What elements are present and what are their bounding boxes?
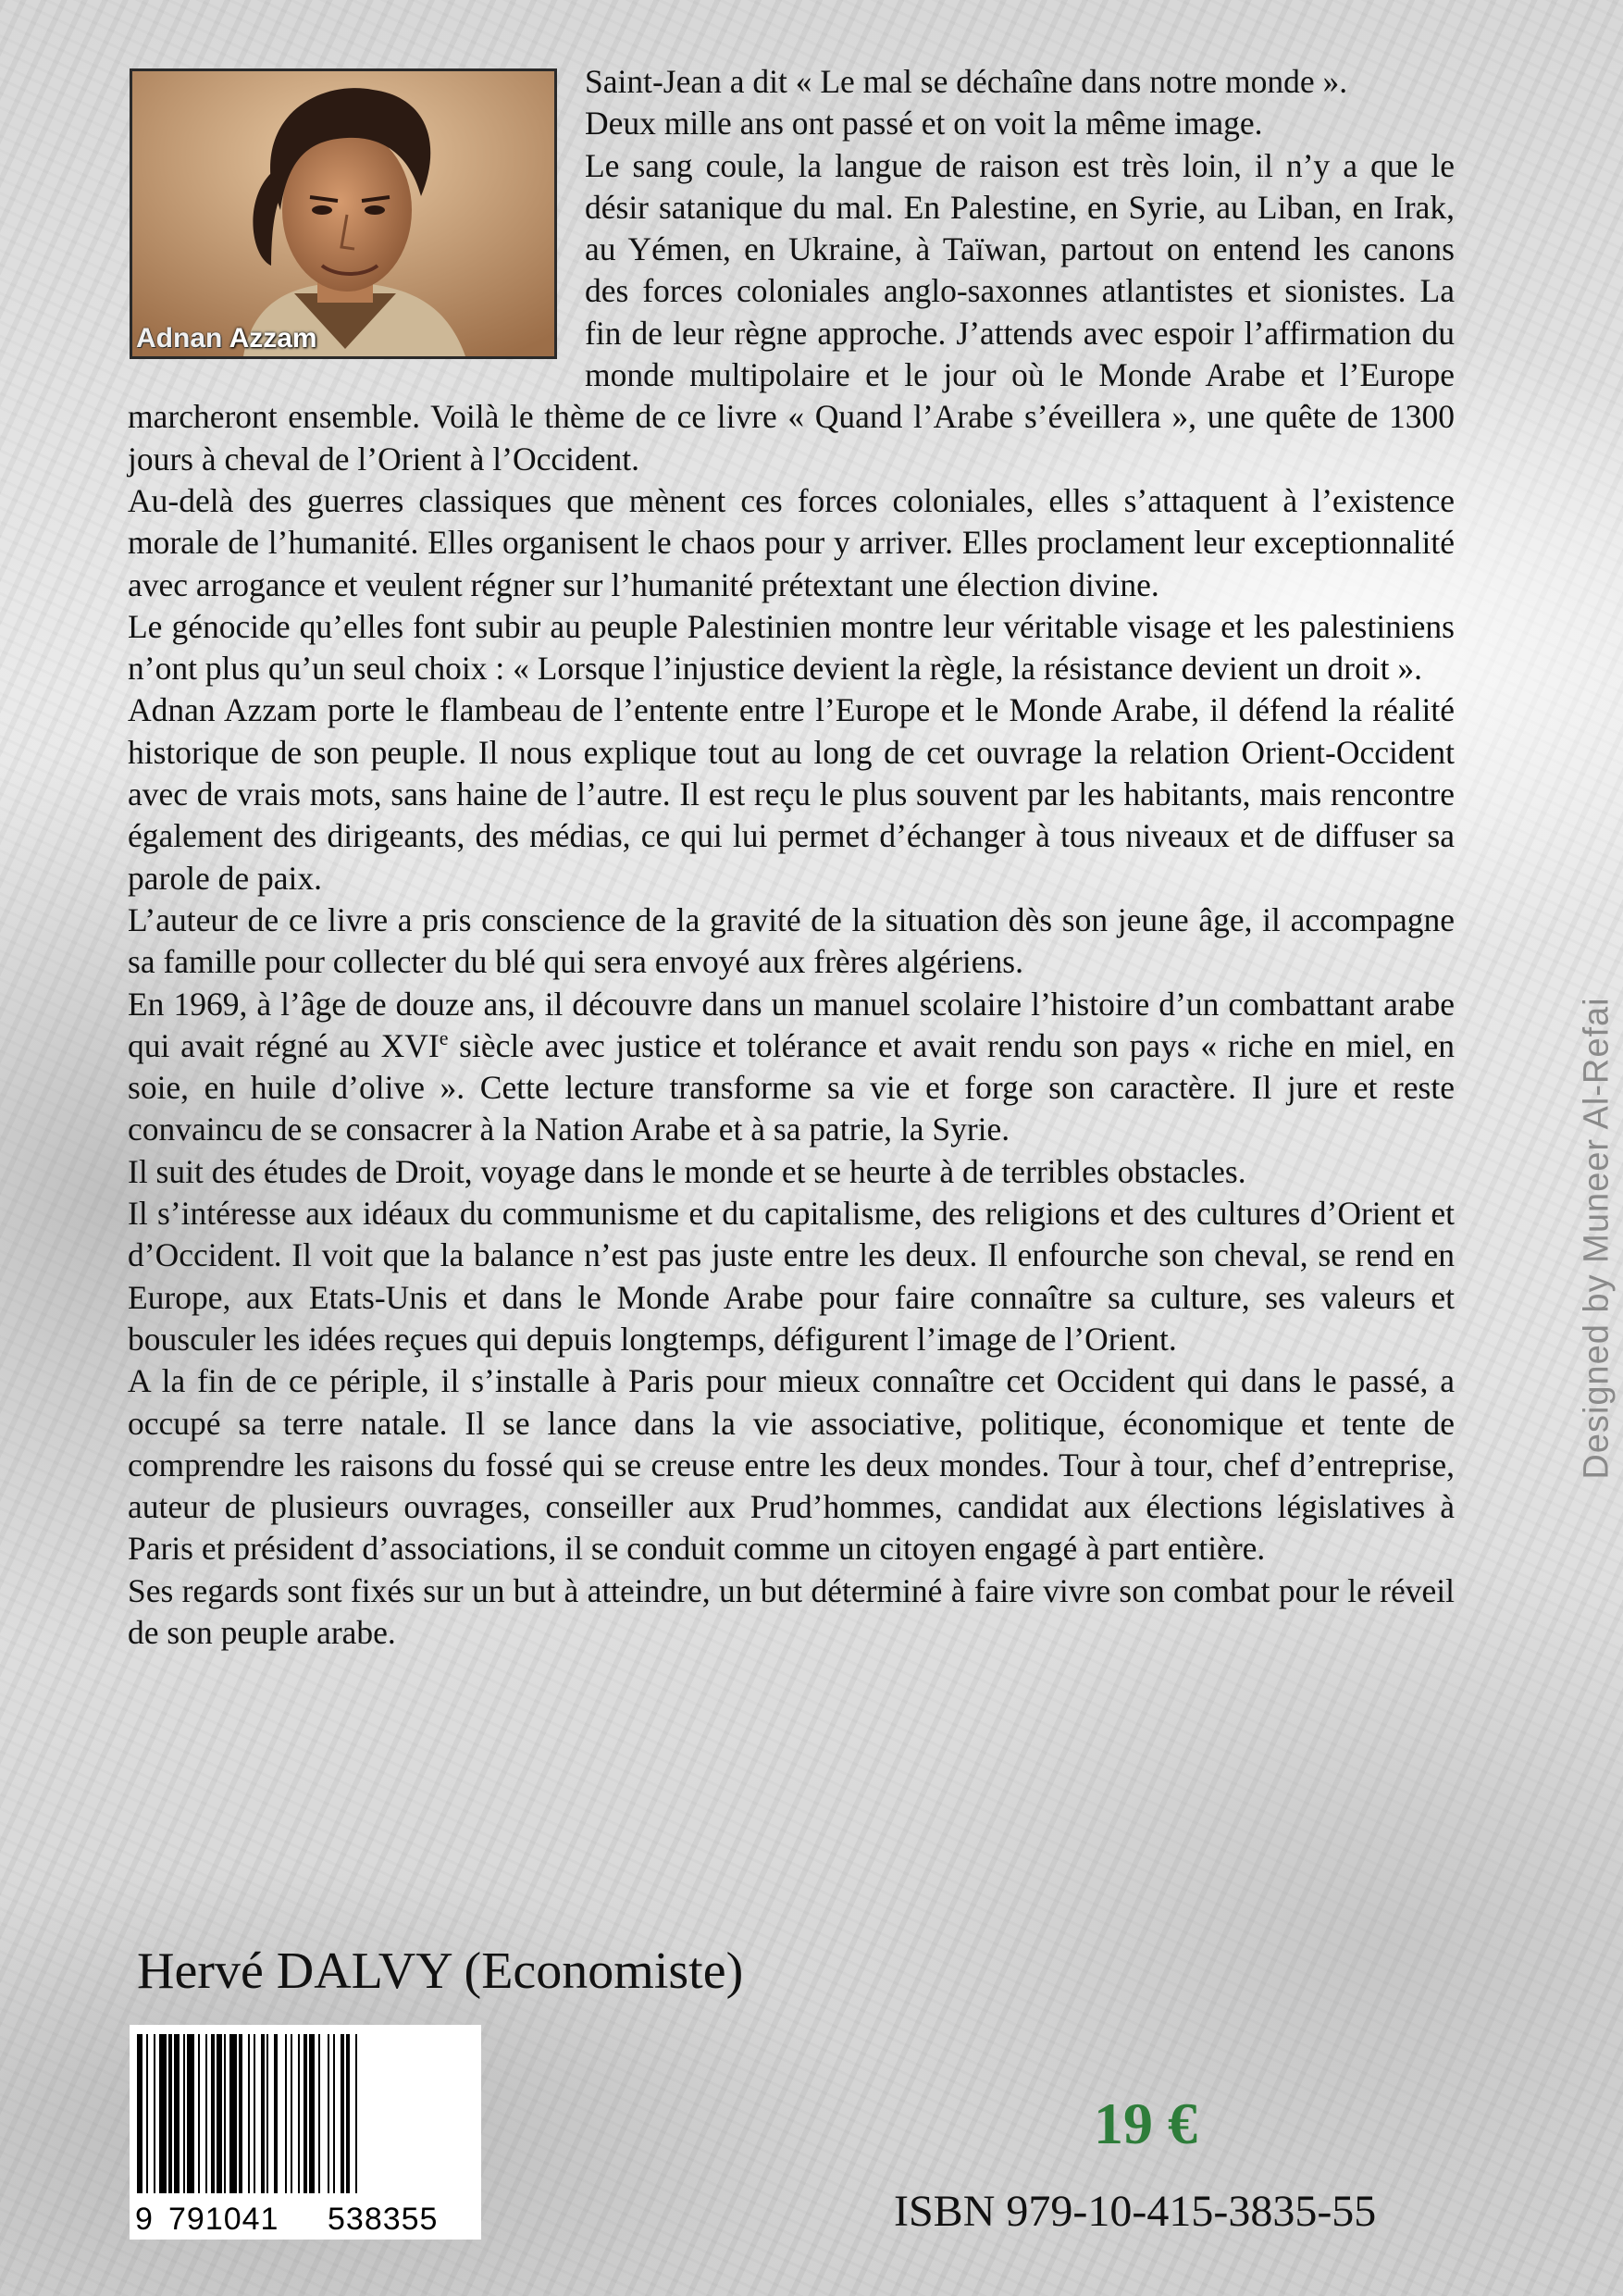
barcode-digits-left: 791041 (168, 2202, 279, 2237)
barcode-bar (309, 2034, 315, 2193)
barcode-bar (146, 2034, 148, 2193)
paragraph: Deux mille ans ont passé et on voit la même image. (585, 105, 1263, 143)
barcode-bar (168, 2034, 172, 2193)
barcode-bar (291, 2034, 292, 2193)
barcode-bar (229, 2034, 237, 2193)
barcode-bar (355, 2034, 357, 2193)
signature: Hervé DALVY (Economiste) (137, 1942, 744, 2000)
photo-caption-last-name: Azzam (229, 323, 317, 354)
paragraph: Le sang coule, la langue de raison est très loin, il n’y a que le désir satanique du mal. En Palestine, en Syrie, au Liban, en Irak, au Yémen, en Ukraine, à Taïwan, partout on entend les canons des forces coloniales anglo-saxonnes atlantistes et sionistes. La fin de leur règne approche. J’attends avec espoir l’affirmation du monde multipolaire et le jour où le Monde Arabe et l’Europe marcheront ensemble. Voilà le thème de ce livre « Quand l’Arabe s’éveillera », une quête de 1300 jours à cheval de l’Orient à l’Occident. (128, 146, 1455, 478)
barcode-bar (318, 2034, 320, 2193)
barcode-bar (211, 2034, 215, 2193)
barcode-bar (187, 2034, 194, 2193)
barcode-bar (224, 2034, 226, 2193)
paragraph-1969 (128, 984, 1455, 1151)
isbn: ISBN 979-10-415-3835-55 (894, 2187, 1377, 2236)
barcode-bar (254, 2034, 255, 2193)
paragraph-1969-start: En 1969, à l’âge de douze ans, il découvre dans un manuel scolaire l’histoire d’un combattant arabe qui avait régné au XVI (128, 985, 1455, 1064)
paragraph: Adnan Azzam porte le flambeau de l’entente entre l’Europe et le Monde Arabe, il défend la réalité historique de son peuple. Il nous explique tout au long de cet ouvrage la relation Orient-Occident avec de vrais mots, sans haine de l’autre. Il est reçu le plus souvent par les habitants, mais rencontre également des dirigeants, des médias, ce qui lui permet d’échanger à tous niveaux et de diffuser sa parole de paix. (128, 691, 1455, 897)
barcode-bar (346, 2034, 350, 2193)
barcode-bar (304, 2034, 307, 2193)
barcode-bar (341, 2034, 344, 2193)
barcode-bar (333, 2034, 335, 2193)
barcode-bar (298, 2034, 300, 2193)
barcode-bar (205, 2034, 207, 2193)
paragraph: Au-delà des guerres classiques que mènent ces forces coloniales, elles s’attaquent à l’existence morale de l’humanité. Elles organisent le chaos pour y arriver. Elles proclament leur exceptionnalité avec arrogance et veulent régner sur l’humanité prétextant une élection divine. (128, 481, 1455, 603)
paragraph: Le génocide qu’elles font subir au peuple Palestinien montre leur véritable visage et les palestiniens n’ont plus qu’un seul choix : « Lorsque l’injustice devient la règle, la résistance devient un droit ». (128, 607, 1455, 688)
paragraph: Saint-Jean a dit « Le mal se déchaîne dans notre monde ». (585, 63, 1348, 100)
barcode-bar (248, 2034, 250, 2193)
barcode-bar (159, 2034, 167, 2193)
barcode-bars (137, 2034, 474, 2193)
barcode-bar (261, 2034, 265, 2193)
barcode-bar (239, 2034, 242, 2193)
barcode-bar (274, 2034, 278, 2193)
designer-credit: Designed by Muneer Al-Refai (1577, 997, 1617, 1480)
back-cover-text (128, 61, 1455, 1654)
barcode-bar (266, 2034, 268, 2193)
barcode-bar (198, 2034, 200, 2193)
paragraph: Ses regards sont fixés sur un but à atteindre, un but déterminé à faire vivre son combat pour le réveil de son peuple arabe. (128, 1571, 1455, 1651)
barcode (130, 2025, 481, 2240)
century-superscript: e (439, 1026, 449, 1049)
paragraph: Il suit des études de Droit, voyage dans le monde et se heurte à de terribles obstacles. (128, 1152, 1246, 1190)
paragraph: L’auteur de ce livre a pris conscience de la gravité de la situation dès son jeune âge, il accompagne sa famille pour collecter du blé qui sera envoyé aux frères algériens. (128, 900, 1455, 981)
barcode-bar (174, 2034, 180, 2193)
barcode-bar (154, 2034, 155, 2193)
barcode-bar (183, 2034, 185, 2193)
barcode-bar (285, 2034, 287, 2193)
barcode-bar (217, 2034, 222, 2193)
photo-caption-first-name: Adnan (136, 323, 223, 354)
barcode-digits-right: 538355 (328, 2202, 439, 2237)
paragraph-1969-end: siècle avec justice et tolérance et avait rendu son pays « riche en miel, en soie, en huile d’olive ». Cette lecture transforme sa vie et forge son caractère. Il jure et reste convaincu de se consacrer à la Nation Arabe et à sa patrie, la Syrie. (128, 1026, 1455, 1148)
barcode-bar (328, 2034, 329, 2193)
paragraph: A la fin de ce périple, il s’installe à Paris pour mieux connaître cet Occident qui dans le passé, a occupé sa terre natale. Il se lance dans la vie associative, politique, économique et tente de comprendre les raisons du fossé qui se creuse entre les deux mondes. Tour à tour, chef d’entreprise, auteur de plusieurs ouvrages, conseiller aux Prud’hommes, candidat aux élections législatives à Paris et président d’associations, il se conduit comme un citoyen engagé à part entière. (128, 1362, 1455, 1568)
price: 19 € (1094, 2091, 1197, 2156)
barcode-bar (137, 2034, 142, 2193)
barcode-digit-first: 9 (135, 2202, 154, 2237)
paragraph: Il s’intéresse aux idéaux du communisme et du capitalisme, des religions et des cultures d’Orient et d’Occident. Il voit que la balance n’est pas juste entre les deux. Il enfourche son cheval, se rend en Europe, aux Etats-Unis et dans le Monde Arabe pour faire connaître sa culture, ses valeurs et bousculer les idées reçues qui depuis longtemps, défigurent l’image de l’Orient. (128, 1195, 1455, 1358)
photo-spacer (128, 61, 585, 376)
